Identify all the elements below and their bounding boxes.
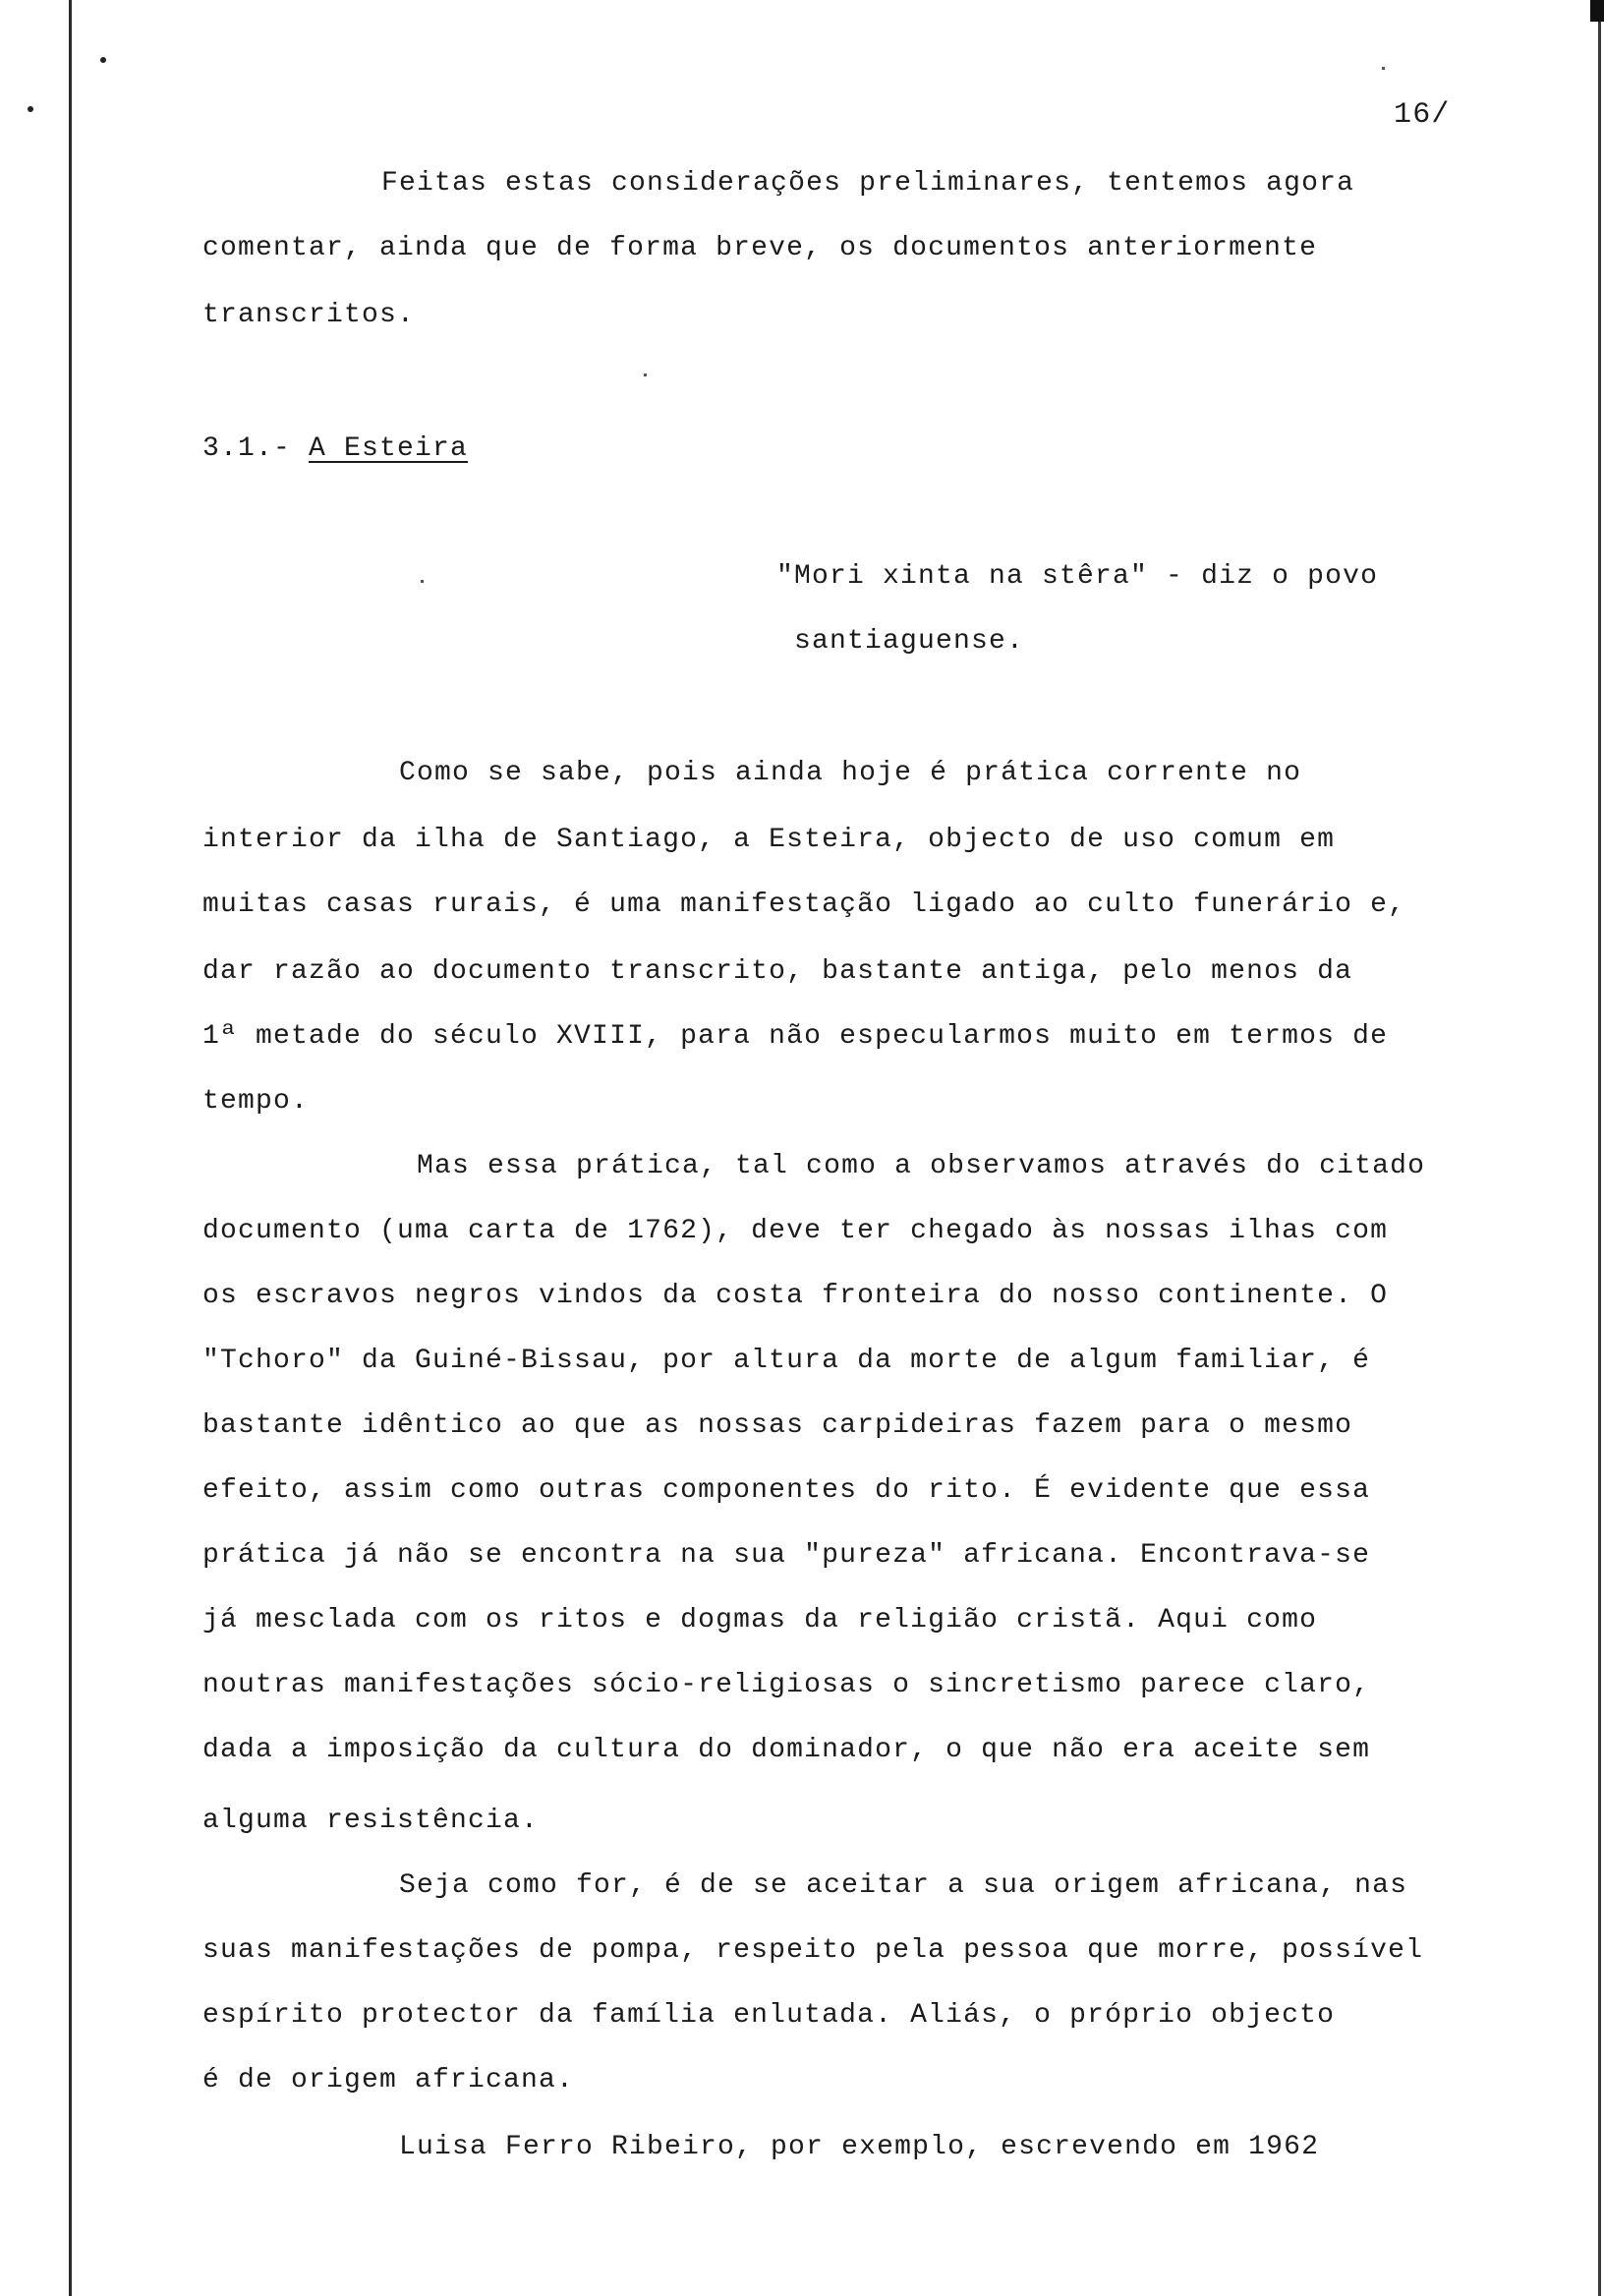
- intro-line: comentar, ainda que de forma breve, os documentos anteriormente: [202, 233, 1318, 263]
- corner-scan-mark: [1590, 0, 1604, 22]
- scan-speck: [644, 373, 647, 376]
- body-line: espírito protector da família enlutada. Aliás, o próprio objecto: [202, 2000, 1336, 2031]
- body-line: os escravos negros vindos da costa fronteira do nosso continente. O: [202, 1281, 1389, 1311]
- scan-speck: [1382, 67, 1385, 70]
- body-line: Seja como for, é de se aceitar a sua origem africana, nas: [399, 1870, 1408, 1901]
- section-title: A Esteira: [309, 433, 469, 464]
- section-heading: [202, 432, 468, 466]
- body-line: "Tchoro" da Guiné-Bissau, por altura da morte de algum familiar, é: [202, 1346, 1371, 1376]
- body-line: Como se sabe, pois ainda hoje é prática corrente no: [399, 758, 1302, 788]
- body-line: Mas essa prática, tal como a observamos através do citado: [417, 1151, 1426, 1181]
- body-line: dar razão ao documento transcrito, bastante antiga, pelo menos da: [202, 956, 1353, 987]
- body-line: suas manifestações de pompa, respeito pela pessoa que morre, possível: [202, 1935, 1424, 1966]
- body-line: efeito, assim como outras componentes do rito. É evidente que essa: [202, 1475, 1371, 1506]
- scan-speck: [28, 106, 33, 112]
- scan-speck: [100, 57, 106, 63]
- epigraph-line: santiaguense.: [794, 626, 1025, 657]
- body-line: já mesclada com os ritos e dogmas da religião cristã. Aqui como: [202, 1605, 1318, 1636]
- epigraph-line: "Mori xinta na stêra" - diz o povo: [776, 561, 1379, 592]
- body-line: bastante idêntico ao que as nossas carpideiras fazem para o mesmo: [202, 1410, 1353, 1441]
- intro-line: transcritos.: [202, 300, 416, 330]
- body-line: prática já não se encontra na sua "pureza" africana. Encontrava-se: [202, 1540, 1371, 1571]
- right-page-edge: [1598, 0, 1601, 2296]
- body-line: tempo.: [202, 1086, 310, 1117]
- body-line: muitas casas rurais, é uma manifestação ligado ao culto funerário e,: [202, 890, 1406, 920]
- intro-line: Feitas estas considerações preliminares, tentemos agora: [381, 168, 1355, 199]
- body-line: é de origem africana.: [202, 2065, 575, 2095]
- left-margin-line: [69, 0, 72, 2296]
- body-line: documento (uma carta de 1762), deve ter chegado às nossas ilhas com: [202, 1216, 1389, 1246]
- body-line: alguma resistência.: [202, 1806, 540, 1836]
- body-line: noutras manifestações sócio-religiosas o sincretismo parece claro,: [202, 1670, 1371, 1700]
- body-line: 1ª metade do século XVIII, para não especularmos muito em termos de: [202, 1021, 1389, 1052]
- page-number: 16/: [1394, 98, 1451, 132]
- section-number: 3.1.-: [202, 433, 292, 464]
- body-line: Luisa Ferro Ribeiro, por exemplo, escrevendo em 1962: [399, 2132, 1320, 2162]
- body-line: dada a imposição da cultura do dominador, o que não era aceite sem: [202, 1735, 1371, 1765]
- body-line: interior da ilha de Santiago, a Esteira, objecto de uso comum em: [202, 825, 1336, 855]
- scan-speck: [421, 580, 424, 583]
